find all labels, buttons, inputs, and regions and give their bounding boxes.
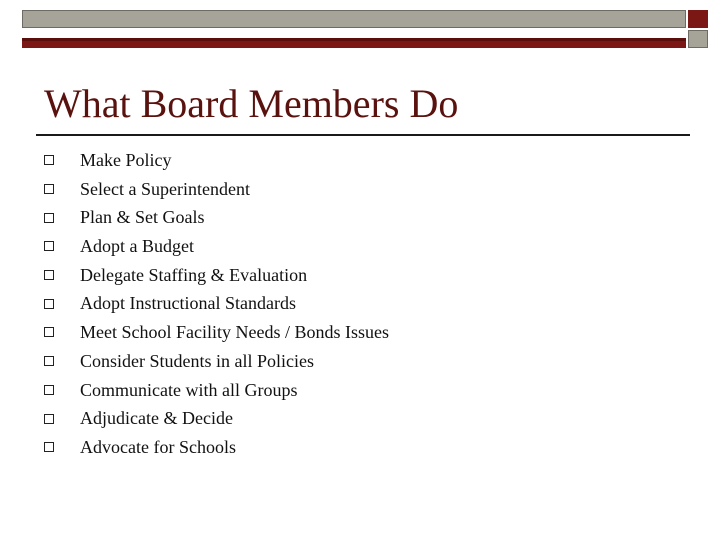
title-divider <box>36 134 690 136</box>
list-item <box>44 433 664 462</box>
list-item-text: Select a Superintendent <box>80 178 250 199</box>
list-item-text: Advocate for Schools <box>80 436 236 457</box>
list-item-text: Make Policy <box>80 150 172 170</box>
list-item <box>44 175 664 204</box>
hollow-square-bullet-icon <box>44 213 54 223</box>
list-item-text: Consider Students in all Policies <box>80 350 314 371</box>
list-item <box>44 318 664 347</box>
top-decorative-band <box>22 10 690 40</box>
hollow-square-bullet-icon <box>44 356 54 366</box>
list-item-text: Meet School Facility Needs / Bonds Issues <box>80 322 389 343</box>
list-item-text: Adjudicate & Decide <box>80 408 233 429</box>
grey-band <box>22 10 686 28</box>
hollow-square-bullet-icon <box>44 414 54 424</box>
hollow-square-bullet-icon <box>44 184 54 194</box>
list-item-text: Adopt a Budget <box>80 236 194 257</box>
list-item <box>44 203 664 232</box>
list-item-text: Adopt Instructional Standards <box>80 293 296 314</box>
list-item-text: Plan & Set Goals <box>80 207 205 228</box>
hollow-square-bullet-icon <box>44 270 54 280</box>
corner-grey-square <box>688 30 708 48</box>
hollow-square-bullet-icon <box>44 299 54 309</box>
list-item <box>44 376 664 405</box>
hollow-square-bullet-icon <box>44 155 54 165</box>
list-item-text: Delegate Staffing & Evaluation <box>80 264 308 285</box>
hollow-square-bullet-icon <box>44 385 54 395</box>
list-item <box>44 146 664 175</box>
hollow-square-bullet-icon <box>44 327 54 337</box>
hollow-square-bullet-icon <box>44 241 54 251</box>
red-band <box>22 38 686 48</box>
hollow-square-bullet-icon <box>44 442 54 452</box>
slide-title: What Board Members Do <box>44 81 459 126</box>
list-item <box>44 404 664 433</box>
corner-red-square <box>688 10 708 28</box>
list-item <box>44 261 664 290</box>
list-item <box>44 232 664 261</box>
list-item <box>44 347 664 376</box>
list-item-text: Communicate with all Groups <box>80 379 298 400</box>
list-item <box>44 289 664 318</box>
bullet-list <box>44 146 664 462</box>
